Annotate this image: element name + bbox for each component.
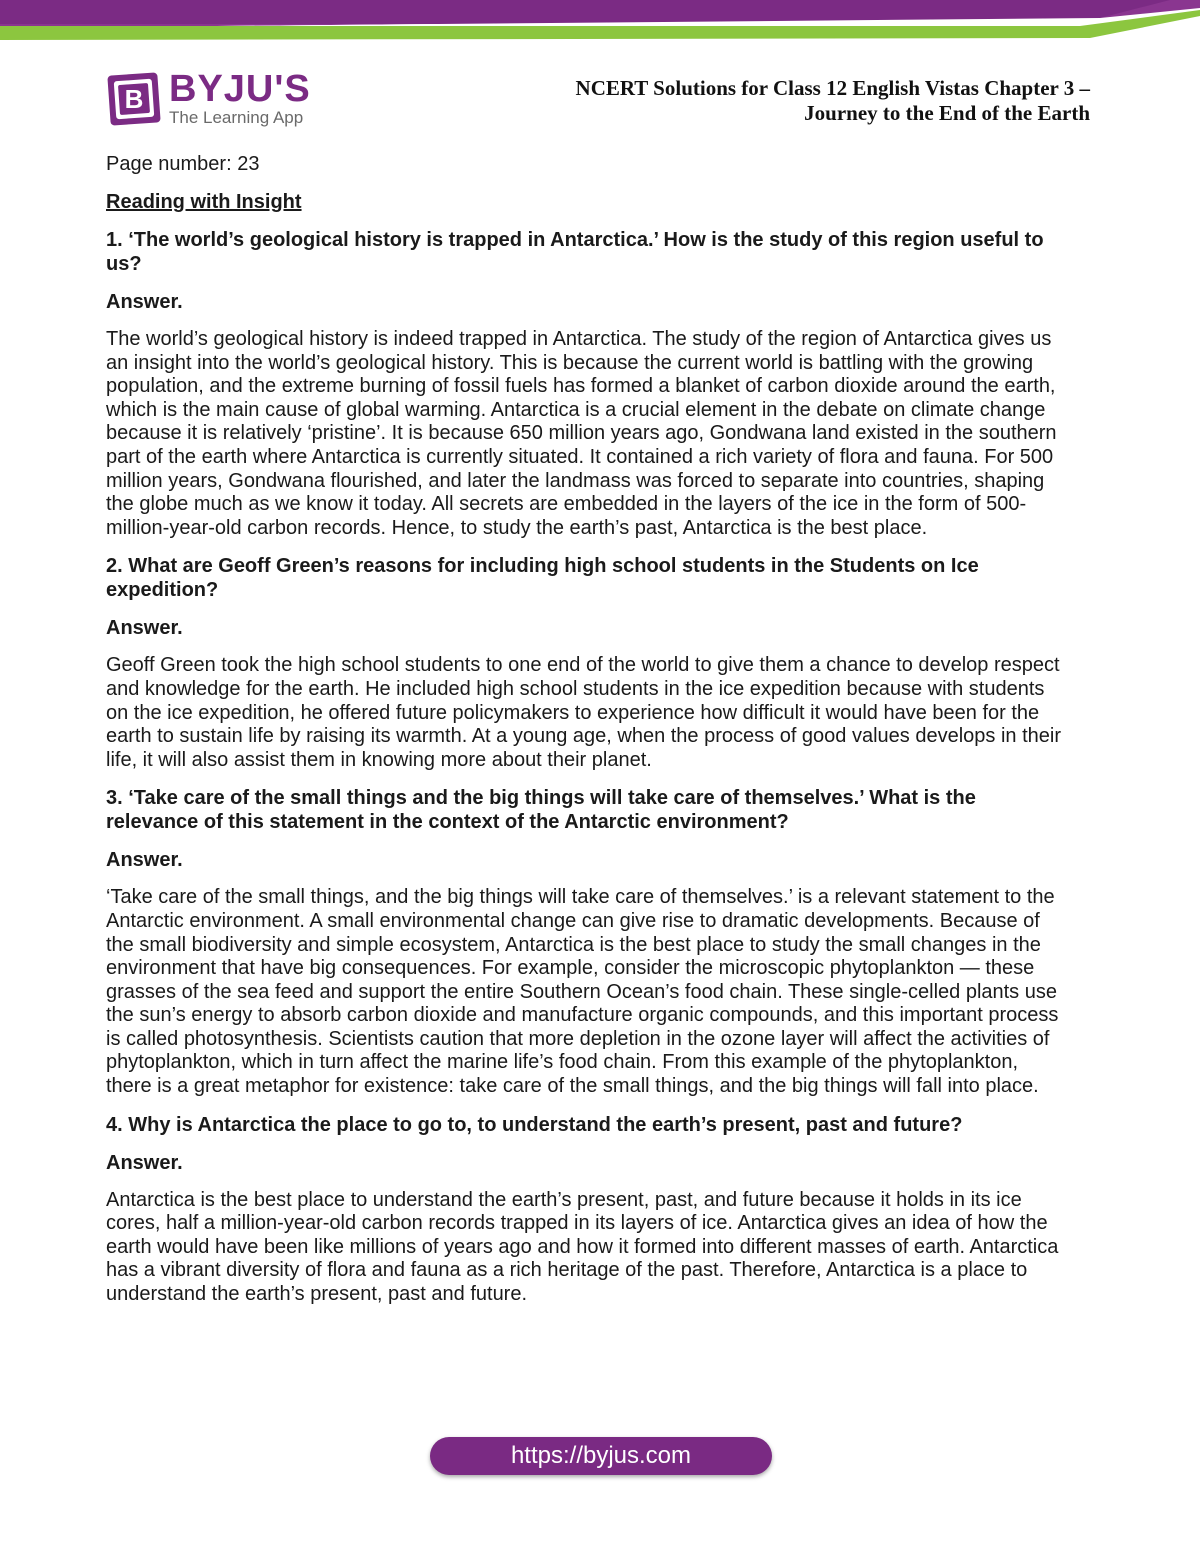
- answer-line: ‘Take care of the small things, and the big things will take care of themselves.’ is a relevant statement to the: [106, 886, 1055, 909]
- question-4: [106, 1113, 1096, 1137]
- answer-line: Antarctic environment. A small environmental change can give rise to dramatic developments. Because of: [106, 909, 1040, 932]
- answer-line: The world’s geological history is indeed trapped in Antarctica. The study of the region of Antarctica gives us: [106, 328, 1052, 350]
- answer-line: on the ice expedition, he offered future policymakers to experience how difficult it would have been for the: [106, 701, 1040, 724]
- answer-line: million-year-old carbon records. Hence, to study the earth’s past, Antarctica is the best place.: [106, 516, 928, 539]
- question-line: relevance of this statement in the context of the Antarctic environment?: [106, 811, 789, 834]
- answer-line: population, and the extreme burning of fossil fuels has formed a blanket of carbon dioxide around the earth,: [106, 375, 1056, 398]
- question-3: [106, 786, 1096, 834]
- answer-line: because it is relatively ‘pristine’. It is because 650 million years ago, Gondwana land existed in the southern: [106, 422, 1057, 445]
- answer-4: [106, 1189, 1096, 1307]
- question-1: [106, 228, 1096, 276]
- document-title-line: NCERT Solutions for Class 12 English Vistas Chapter 3 –: [575, 76, 1090, 100]
- page-number: Page number: 23: [106, 153, 260, 175]
- answer-line: earth would have been like millions of years ago and how it formed into different masses of earth. Antarctica: [106, 1235, 1059, 1258]
- answer-line: earth to sustain life by raising its warmth. At a young age, when the process of good values develops in their: [106, 725, 1061, 748]
- top-band-graphic: [0, 0, 1200, 44]
- answer-line: an insight into the world’s geological history. This is because the current world is battling with the growing: [106, 351, 1034, 374]
- logo-wordmark: BYJU'S: [169, 68, 311, 110]
- question-line: expedition?: [106, 579, 219, 602]
- question-line: us?: [106, 253, 142, 275]
- question-2: [106, 554, 1096, 602]
- answer-line: Geoff Green took the high school students to one end of the world to give them a chance to develop respect: [106, 654, 1060, 677]
- answer-line: million years, Gondwana flourished, and later the landmass was forced to separate into countries, shaping: [106, 469, 1045, 492]
- byjus-logo-mark: [107, 70, 161, 126]
- document-title: [450, 76, 1090, 126]
- answer-line: the sun’s energy to absorb carbon dioxide and manufacture organic compounds, and this important process: [106, 1004, 1059, 1027]
- question-line: 4. Why is Antarctica the place to go to, to understand the earth’s present, past and future?: [106, 1113, 963, 1136]
- document-title-line: Journey to the End of the Earth: [804, 101, 1090, 125]
- answer-line: has a vibrant diversity of flora and fauna as a rich heritage of the past. Therefore, Antarctica is a place to: [106, 1259, 1028, 1282]
- answer-label: Answer.: [106, 849, 183, 872]
- answer-line: the small biodiversity and simple ecosystem, Antarctica is the best place to study the small changes in the: [106, 933, 1041, 956]
- byjus-logo: [107, 70, 327, 130]
- answer-line: is called photosynthesis. Scientists caution that more depletion in the ozone layer will affect the activities of: [106, 1027, 1050, 1050]
- answer-1: [106, 328, 1096, 540]
- question-line: 2. What are Geoff Green’s reasons for including high school students in the Students on Ice: [106, 555, 979, 578]
- logo-tagline: The Learning App: [169, 108, 304, 127]
- top-decorative-band: [0, 0, 1200, 44]
- answer-line: life, it will also assist them in knowing more about their planet.: [106, 748, 652, 771]
- answer-2: [106, 654, 1096, 772]
- answer-line: Antarctica is the best place to understand the earth’s present, past, and future because it holds in its ice: [106, 1188, 1022, 1211]
- answer-line: environment that have big consequences. For example, consider the microscopic phytoplankton — these: [106, 957, 1035, 980]
- answer-3: [106, 886, 1096, 1098]
- answer-line: part of the earth where Antarctica is currently situated. It contained a rich variety of flora and fauna. For 500: [106, 445, 1054, 468]
- question-line: 1. ‘The world’s geological history is trapped in Antarctica.’ How is the study of this region useful to: [106, 229, 1044, 251]
- answer-label: Answer.: [106, 291, 183, 313]
- answer-line: which is the main cause of global warming. Antarctica is a crucial element in the debate on climate change: [106, 398, 1046, 421]
- answer-line: understand the earth’s present, past and future.: [106, 1283, 528, 1306]
- answer-line: cores, half a million-year-old carbon records trapped in its layers of ice. Antarctica gives an idea of how the: [106, 1212, 1048, 1235]
- answer-label: Answer.: [106, 617, 183, 640]
- question-line: 3. ‘Take care of the small things and the big things will take care of themselves.’ What is the: [106, 787, 976, 810]
- footer-url-link[interactable]: https://byjus.com: [430, 1437, 772, 1475]
- answer-line: the globe much as we know it today. All secrets are embedded in the layers of the ice in the form of 500-: [106, 493, 1027, 516]
- answer-line: and knowledge for the earth. He included high school students in the ice expedition because with students: [106, 677, 1045, 700]
- answer-line: grasses of the sea feed and support the entire Southern Ocean’s food chain. These single-celled plants use: [106, 980, 1057, 1003]
- main-content: [106, 152, 1096, 1321]
- logo-mark-letter: B: [124, 84, 144, 114]
- answer-line: phytoplankton, which in turn affect the marine life’s food chain. From this example of the phytoplankton,: [106, 1051, 1019, 1074]
- answer-label: Answer.: [106, 1151, 183, 1174]
- section-heading: Reading with Insight: [106, 191, 302, 213]
- answer-line: there is a great metaphor for existence: take care of the small things, and the big things will fall into place.: [106, 1075, 1039, 1098]
